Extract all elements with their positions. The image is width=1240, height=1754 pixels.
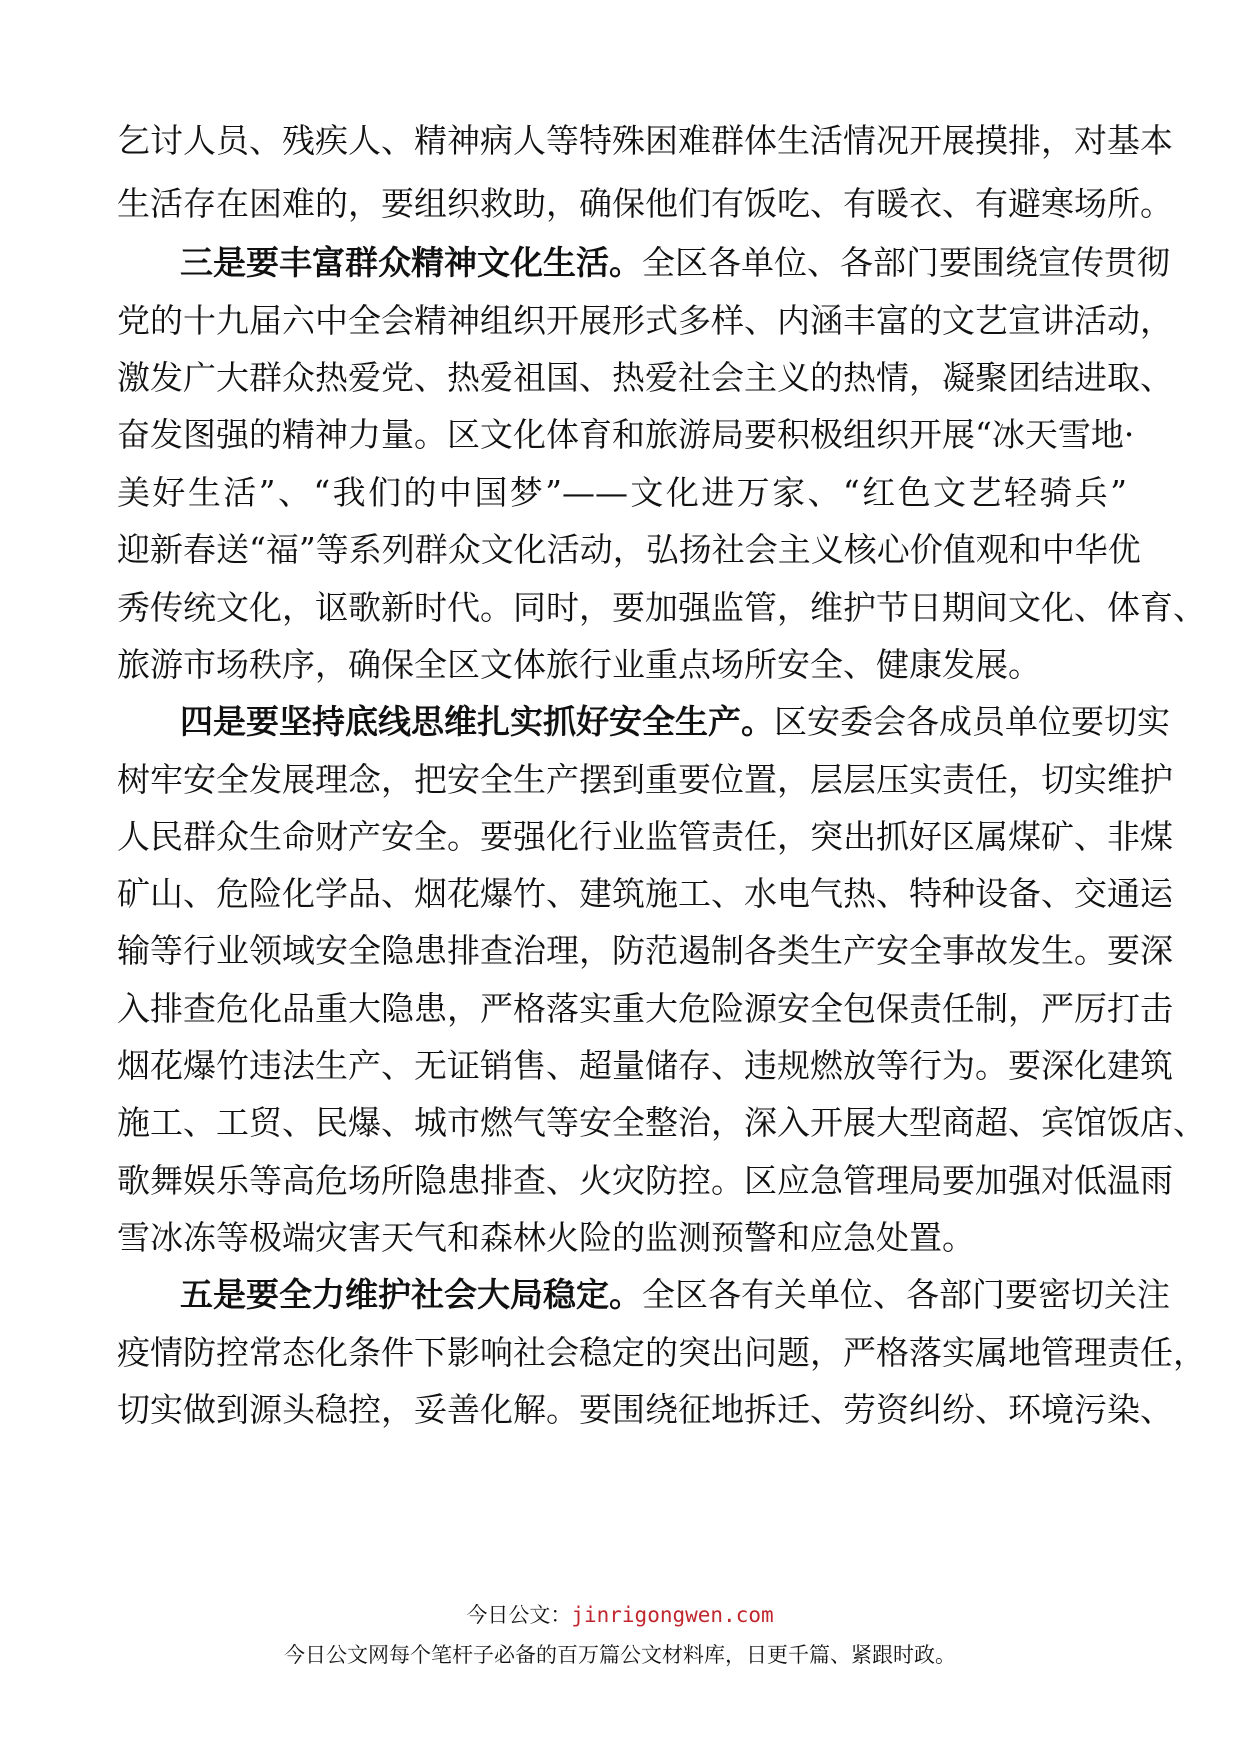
- body-line-9: 秀传统文化，讴歌新时代。同时，要加强监管，维护节日期间文化、体育、: [117, 588, 1206, 627]
- footer-site-label: 今日公文：: [466, 1603, 572, 1627]
- body-line-22: 疫情防控常态化条件下影响社会稳定的突出问题，严格落实属地管理责任，: [117, 1333, 1206, 1372]
- body-line-17: 烟花爆竹违法生产、无证销售、超量储存、违规燃放等行为。要深化建筑: [117, 1046, 1173, 1085]
- body-line-23: 切实做到源头稳控，妥善化解。要围绕征地拆迁、劳资纠纷、环境污染、: [117, 1390, 1173, 1429]
- body-line-20: 雪冰冻等极端灾害天气和森林火险的监测预警和应急处置。: [117, 1218, 975, 1257]
- body-line-19: 歌舞娱乐等高危场所隐患排查、火灾防控。区应急管理局要加强对低温雨: [117, 1161, 1173, 1200]
- body-line-16: 入排查危化品重大隐患，严格落实重大危险源安全包保责任制，严厉打击: [117, 989, 1173, 1028]
- section-heading-5: 五是要全力维护社会大局稳定。: [180, 1275, 642, 1314]
- body-line-8: 迎新春送“福”等系列群众文化活动，弘扬社会主义核心价值观和中华优: [117, 530, 1141, 569]
- body-line-11: 区安委会各成员单位要切实: [774, 702, 1170, 741]
- section-heading-3: 三是要丰富群众精神文化生活。: [180, 243, 642, 282]
- paragraph-3-first-line: [180, 231, 1170, 295]
- body-line-12: 树牢安全发展理念，把安全生产摆到重要位置，层层压实责任，切实维护: [117, 760, 1173, 799]
- body-line-5: 激发广大群众热爱党、热爱祖国、热爱社会主义的热情，凝聚团结进取、: [117, 358, 1173, 397]
- body-line-18: 施工、工贸、民爆、城市燃气等安全整治，深入开展大型商超、宾馆饭店、: [117, 1103, 1206, 1142]
- paragraph-5-first-line: [180, 1263, 1170, 1327]
- body-line-6: 奋发图强的精神力量。区文化体育和旅游局要积极组织开展“冰天雪地·: [117, 415, 1135, 454]
- body-line-1: 乞讨人员、残疾人、精神病人等特殊困难群体生活情况开展摸排，对基本: [117, 121, 1173, 160]
- body-line-21: 全区各有关单位、各部门要密切关注: [642, 1275, 1170, 1314]
- body-line-10: 旅游市场秩序，确保全区文体旅行业重点场所安全、健康发展。: [117, 645, 1041, 684]
- body-line-14: 矿山、危险化学品、烟花爆竹、建筑施工、水电气热、特种设备、交通运: [117, 874, 1173, 913]
- section-heading-4: 四是要坚持底线思维扎实抓好安全生产。: [180, 702, 774, 741]
- body-line-4: 党的十九届六中全会精神组织开展形式多样、内涵丰富的文艺宣讲活动，: [117, 301, 1173, 340]
- footer-site-link[interactable]: jinrigongwen.com: [571, 1603, 774, 1627]
- body-line-2: 生活存在困难的，要组织救助，确保他们有饭吃、有暖衣、有避寒场所。: [117, 184, 1173, 223]
- body-line-3: 全区各单位、各部门要围绕宣传贯彻: [642, 243, 1170, 282]
- paragraph-4-first-line: [180, 690, 1170, 754]
- body-line-13: 人民群众生命财产安全。要强化行业监管责任，突出抓好区属煤矿、非煤: [117, 817, 1173, 856]
- footer-tagline: 今日公文网每个笔杆子必备的百万篇公文材料库，日更千篇、紧跟时政。: [284, 1643, 956, 1667]
- body-line-15: 输等行业领域安全隐患排查治理，防范遏制各类生产安全事故发生。要深: [117, 931, 1173, 970]
- body-line-7: 美好生活”、“我们的中国梦”——文化进万家、“红色文艺轻骑兵”: [117, 473, 1127, 512]
- footer-site-line: [0, 1599, 1240, 1631]
